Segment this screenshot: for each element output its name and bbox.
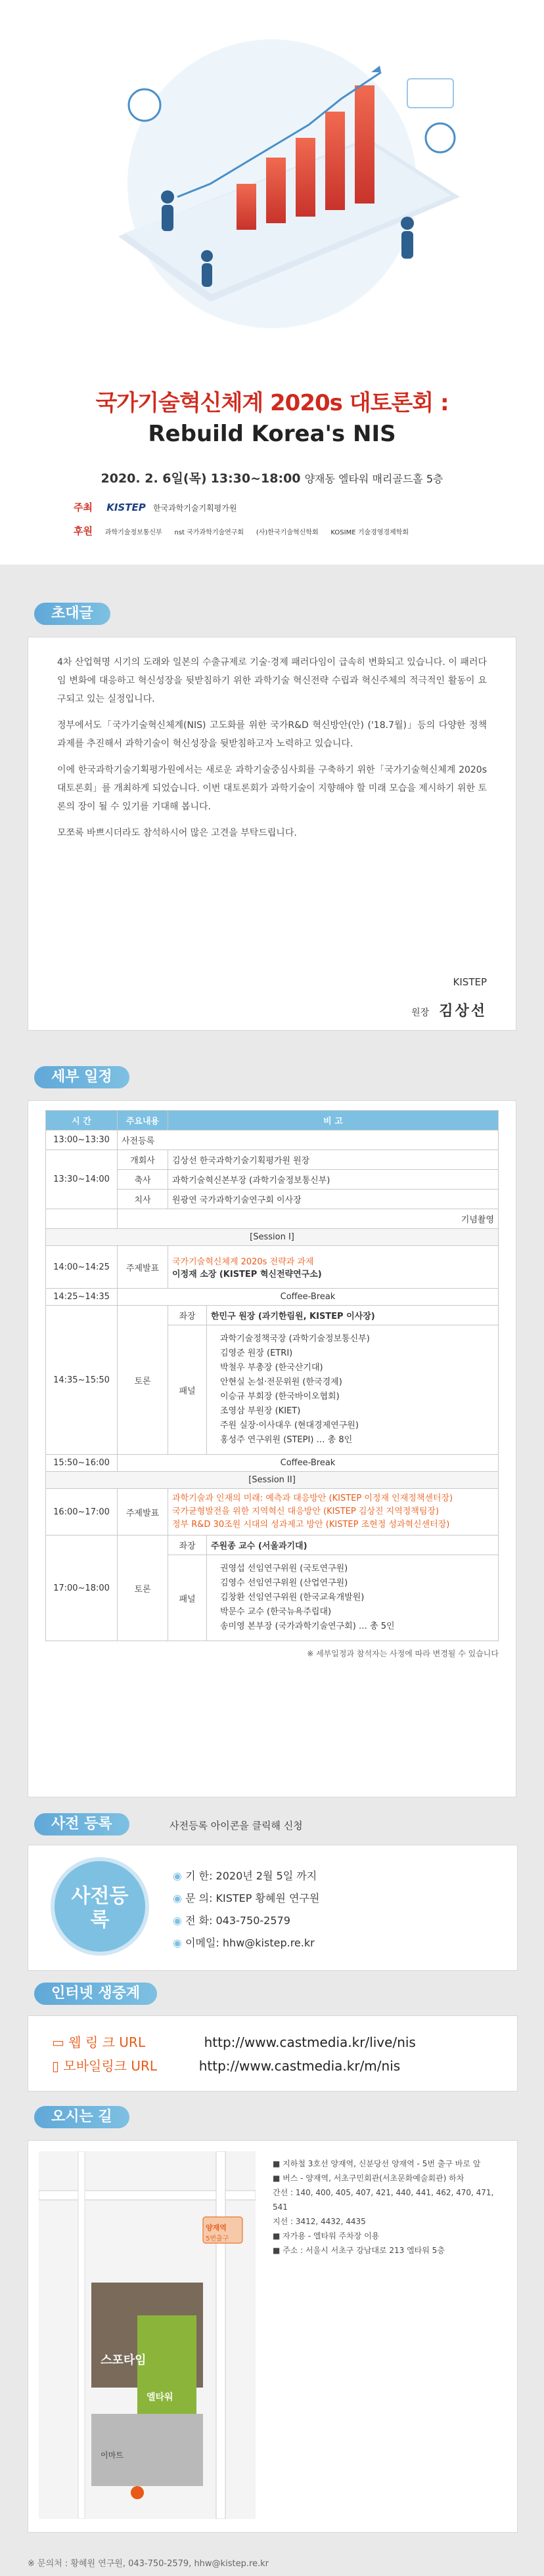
event-date: 2020. 2. 6일(목) [101, 471, 207, 486]
row-item: 사전등록 [118, 1130, 499, 1150]
table-row [46, 1246, 499, 1289]
sponsor-logo-nst: nst 국가과학기술연구회 [174, 529, 244, 536]
intro-paragraph: 4차 산업혁명 시기의 도래와 일본의 수출규제로 기술·경제 패러다임이 급속히 변화되고 있습니다. 이 패러다임 변화에 대응하고 혁신성장을 뒷받침하기 위한 과학기술 혁신전략 수립과 혁신주체의 적극적인 활동이 요구되고 있는 실정입니다. [57, 657, 487, 704]
info-label: 문 의 [185, 1892, 210, 1904]
event-time: 13:30~18:00 [210, 471, 301, 486]
footer [0, 2547, 544, 2576]
map-label-exit: 5번출구 [206, 2235, 229, 2243]
list-item: 권영섭 선임연구위원 (국토연구원) [220, 1564, 348, 1574]
row-note: 과학기술혁신본부장 (과학기술정보통신부) [168, 1170, 499, 1190]
live-panel [28, 2015, 518, 2092]
info-value[interactable]: : hhw@kistep.re.kr [215, 1937, 315, 1949]
list-item: 이승규 부회장 (한국바이오협회) [220, 1392, 340, 1402]
chair-name: 한민구 원장 (과기한림원, KISTEP 이사장) [207, 1306, 499, 1325]
signer-name: 김상선 [439, 1003, 487, 1020]
talk-title: 정부 R&D 30조원 시대의 성과제고 방안 (KISTEP 조현정 성과혁신센터장) [172, 1520, 450, 1530]
intro-org: KISTEP [453, 976, 487, 988]
header-content: 주요내용 [118, 1111, 168, 1130]
list-item: 김영준 원장 (ETRI) [220, 1348, 293, 1358]
panel-cell [207, 1325, 499, 1455]
row-item: 토론 [118, 1535, 168, 1641]
sponsor-logo-kotis: (사)한국기술혁신학회 [256, 529, 319, 536]
mobile-link-row [52, 2054, 416, 2078]
list-item: 박문수 교수 (한국뉴욕주립대) [220, 1607, 332, 1617]
schedule-panel [28, 1100, 516, 1797]
panel-cell [207, 1555, 499, 1641]
map-panel [28, 2140, 518, 2533]
organizer-label: 주최 [74, 502, 93, 513]
session-row [46, 1472, 499, 1489]
row-time: 16:00~17:00 [46, 1489, 118, 1535]
chair-label: 좌장 [168, 1306, 207, 1325]
table-row [46, 1306, 499, 1325]
map-label-venue: 엘타워 [147, 2392, 173, 2403]
talk-title: 과학기술과 인재의 미래: 예측과 대응방안 (KISTEP 이정재 인재정책센터장) [172, 1493, 453, 1503]
info-row: ◉ 전 화: 043-750-2579 [173, 1914, 290, 1927]
register-button[interactable] [51, 1857, 149, 1956]
live-tag: 인터넷 생중계 [34, 1983, 157, 2005]
intro-paragraph: 정부에서도「국가기술혁신체계(NIS) 고도화를 위한 국가R&D 혁신방안(안) ('18.7월)」등의 다양한 정책과제를 추진해서 과학기술이 혁신성장을 뒷받침하고자 노력하고 있습니다. [57, 720, 487, 749]
directions-text [273, 2157, 503, 2258]
info-value: : KISTEP 황혜원 연구원 [209, 1892, 320, 1904]
panel-label: 패널 [168, 1555, 207, 1641]
session-label: [Session I] [46, 1229, 499, 1246]
hero-section [0, 0, 544, 565]
panel-list [212, 1562, 493, 1634]
map-label-building: 스포타임 [101, 2353, 147, 2367]
row-note [168, 1246, 499, 1289]
mobile-link-label: 모바일링크 URL [63, 2058, 158, 2074]
row-time: 14:00~14:25 [46, 1246, 118, 1289]
row-time: 15:50~16:00 [46, 1455, 118, 1472]
session-label: [Session II] [46, 1472, 499, 1489]
registration-panel [28, 1845, 518, 1971]
intro-paragraph: 모쪼록 바쁘시더라도 참석하시어 많은 고견을 부탁드립니다. [57, 828, 297, 838]
event-venue: 양재동 엘타워 매리골드홀 5층 [304, 473, 443, 485]
schedule-footnote: ※ 세부일정과 참석자는 사정에 따라 변경될 수 있습니다 [307, 1649, 499, 1658]
row-time: 13:30~14:00 [46, 1150, 118, 1209]
row-subitem: 축사 [118, 1170, 168, 1190]
web-link-label: 웹 링 크 URL [68, 2034, 145, 2050]
talk-title: 국가균형발전을 위한 지역혁신 대응방안 (KISTEP 김상진 지역정책팀장) [172, 1507, 440, 1516]
table-row [46, 1130, 499, 1150]
sponsor-label: 후원 [74, 525, 93, 537]
sponsor-row [74, 524, 481, 538]
direction-line: ■ 자가용 - 엘타워 주차장 이용 [273, 2231, 380, 2241]
row-time: 13:00~13:30 [46, 1130, 118, 1150]
signer-title: 원장 [411, 1008, 430, 1018]
direction-line: ■ 지하철 3호선 양재역, 신분당선 양재역 - 5번 출구 바로 앞 [273, 2159, 481, 2168]
mobile-icon: ▯ [52, 2058, 60, 2074]
intro-signature [411, 1000, 487, 1020]
registration-tag: 사전 등록 [34, 1813, 129, 1835]
map-label-mall: 이마트 [101, 2451, 124, 2460]
schedule-tag: 세부 일정 [34, 1066, 129, 1088]
list-item: 홍성주 연구위원 (STEPI) … 총 8인 [220, 1435, 353, 1445]
web-link-row [52, 2030, 416, 2054]
contact-footer: ※ 문의처 : 황혜원 연구원, 043-750-2579, hhw@kistep.re.kr [28, 2559, 269, 2569]
row-item: Coffee-Break [118, 1289, 499, 1306]
web-link-url[interactable]: http://www.castmedia.kr/live/nis [204, 2034, 416, 2050]
row-note [168, 1489, 499, 1535]
map-tag: 오시는 길 [34, 2106, 129, 2128]
chair-label: 좌장 [168, 1535, 207, 1555]
list-item: 김창환 선임연구위원 (한국교육개발원) [220, 1593, 365, 1602]
info-row: ◉ 기 한: 2020년 2월 5일 까지 [173, 1870, 317, 1882]
header-note: 비 고 [168, 1111, 499, 1130]
table-row [46, 1289, 499, 1306]
intro-paragraph: 이에 한국과학기술기획평가원에서는 새로운 과학기술중심사회를 구축하기 위한「국가기술혁신체계 2020s 대토론회」를 개최하게 되었습니다. 이번 대토론회가 과학기술이 지향해야 할 미래 모습을 제시하기 위한 토론의 장이 될 수 있기를 기대해 봅니다. [57, 765, 487, 812]
row-time: 14:25~14:35 [46, 1289, 118, 1306]
info-row: ◉ 문 의: KISTEP 황혜원 연구원 [173, 1892, 320, 1904]
row-time: 17:00~18:00 [46, 1535, 118, 1641]
info-value: : 043-750-2579 [209, 1914, 290, 1927]
event-date-line [0, 469, 544, 486]
live-links [52, 2030, 416, 2078]
talk-speaker: 이정재 소장 (KISTEP 혁신전략연구소) [172, 1270, 322, 1279]
info-label: 전 화 [185, 1914, 210, 1927]
list-item: 박철우 부총장 (한국산기대) [220, 1363, 323, 1373]
row-note: 원광연 국가과학기술연구회 이사장 [168, 1190, 499, 1209]
title-block [0, 385, 544, 447]
direction-line: ■ 버스 - 양재역, 서초구민회관(서초문화예술회관) 하차 [273, 2174, 465, 2183]
illustration-art [39, 26, 505, 335]
direction-line: ■ 주소 : 서울시 서초구 강남대로 213 엘타워 5층 [273, 2246, 445, 2255]
list-item: 조영삼 부원장 (KIET) [220, 1406, 301, 1416]
kistep-logo: KISTEP [106, 502, 146, 513]
panel-label: 패널 [168, 1325, 207, 1455]
row-subitem: 개회사 [118, 1150, 168, 1170]
direction-line: 간선 : 140, 400, 405, 407, 421, 440, 441, 462, 470, 471, 541 [273, 2188, 494, 2212]
session-row [46, 1229, 499, 1246]
mobile-link-url[interactable]: http://www.castmedia.kr/m/nis [198, 2058, 401, 2074]
schedule-table [45, 1110, 499, 1641]
info-row: ◉ 이메일: hhw@kistep.re.kr [173, 1937, 315, 1949]
row-photo: 기념촬영 [118, 1209, 499, 1229]
list-item: 안현실 논설·전문위원 (한국경제) [220, 1377, 342, 1387]
table-row [46, 1150, 499, 1170]
info-label: 기 한 [185, 1870, 210, 1882]
intro-tag: 초대글 [34, 603, 110, 625]
table-row [46, 1209, 499, 1229]
organizer-row [74, 500, 237, 514]
direction-line: 지선 : 3412, 4432, 4435 [273, 2217, 366, 2226]
row-note: 김상선 한국과학기술기획평가원 원장 [168, 1150, 499, 1170]
page-title: 국가기술혁신체계 2020s 대토론회 : [95, 390, 449, 416]
talk-title: 국가기술혁신체계 2020s 전략과 과제 [172, 1257, 314, 1267]
registration-instruction: 사전등록 아이콘을 클릭해 신청 [170, 1820, 303, 1832]
info-value: : 2020년 2월 5일 까지 [209, 1870, 317, 1882]
monitor-icon: ▭ [52, 2034, 64, 2050]
header-time: 시 간 [46, 1111, 118, 1130]
organizer-name: 한국과학기술기획평가원 [152, 504, 237, 513]
registration-info [173, 1865, 319, 1954]
table-row [46, 1455, 499, 1472]
row-item: Coffee-Break [118, 1455, 499, 1472]
row-item: 토론 [118, 1306, 168, 1455]
page-subtitle: Rebuild Korea's NIS [148, 421, 396, 447]
intro-panel [28, 637, 516, 1031]
row-item: 주제발표 [118, 1246, 168, 1289]
list-item: 과학기술정책국장 (과학기술정보통신부) [220, 1334, 370, 1344]
list-item: 송미영 본부장 (국가과학기술연구회) … 총 5인 [220, 1621, 395, 1631]
chair-name: 주원종 교수 (서울과기대) [207, 1535, 499, 1555]
list-item: 김영수 선임연구위원 (산업연구원) [220, 1578, 348, 1588]
table-row [46, 1489, 499, 1535]
location-map [39, 2151, 256, 2519]
list-item: 주원 실장·이사대우 (현대경제연구원) [220, 1421, 359, 1430]
row-subitem: 치사 [118, 1190, 168, 1209]
panel-list [212, 1332, 493, 1448]
row-item: 주제발표 [118, 1489, 168, 1535]
hero-illustration [39, 26, 505, 335]
schedule-header-row [46, 1111, 499, 1130]
table-row [46, 1535, 499, 1555]
sponsor-logo-kosime: KOSIME 기술경영경제학회 [330, 529, 409, 536]
row-time: 14:35~15:50 [46, 1306, 118, 1455]
register-button-label: 사전등록 [71, 1885, 129, 1931]
info-label: 이메일 [185, 1937, 216, 1949]
sponsor-logo-msit: 과학기술정보통신부 [104, 529, 162, 536]
map-label-station: 양재역 [206, 2223, 227, 2232]
